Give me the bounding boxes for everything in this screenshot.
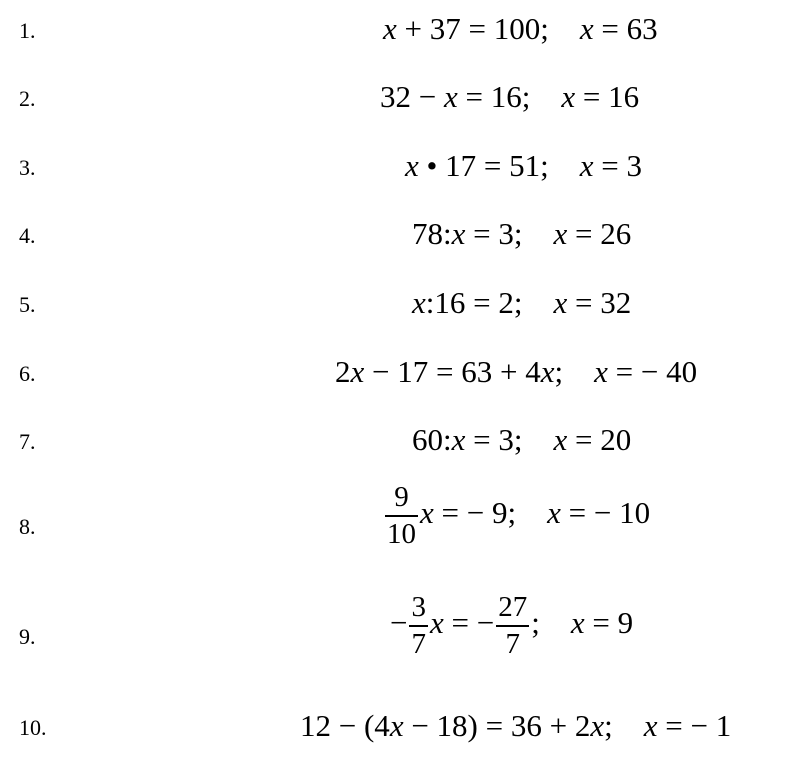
equation-text: 32 − (380, 79, 444, 114)
equation (390, 593, 633, 659)
solution-variable: x (553, 422, 568, 457)
equation-text: 60: (412, 422, 452, 457)
equation-text: :16 = 2; (425, 285, 523, 320)
equation (383, 13, 658, 44)
equation (383, 483, 650, 549)
equation (335, 356, 697, 387)
equation (412, 218, 631, 249)
variable: x (429, 605, 444, 641)
equation-text: 2 (335, 354, 351, 389)
equation-text: ; (531, 605, 540, 641)
fraction-numerator: 27 (496, 593, 529, 627)
variable: x (383, 11, 397, 46)
equation-text: = 3; (465, 216, 523, 251)
equation (300, 710, 731, 741)
variable: x (412, 285, 426, 320)
solution-value: = − 1 (657, 708, 732, 743)
variable: x (451, 216, 466, 251)
problem-number: 10. (19, 715, 47, 740)
solution-variable: x (579, 11, 594, 46)
problem-number: 1. (19, 18, 36, 43)
equation-text: − 18) = 36 + 2 (403, 708, 591, 743)
solution-variable: x (561, 79, 576, 114)
solution-variable: x (643, 708, 658, 743)
solution-value: = 20 (567, 422, 632, 457)
problem-number: 4. (19, 223, 36, 248)
equation-text: = 16; (457, 79, 531, 114)
equation (412, 287, 631, 318)
problem-number: 9. (19, 624, 36, 649)
solution-value: = 63 (593, 11, 658, 46)
solution-variable: x (553, 216, 568, 251)
equation-text: = 3; (465, 422, 523, 457)
solution-value: = 32 (567, 285, 632, 320)
equation-text: ; (554, 354, 564, 389)
solution-value: = 16 (575, 79, 640, 114)
solution-value: = − 40 (607, 354, 698, 389)
solution-variable: x (594, 354, 608, 389)
variable: x (451, 422, 466, 457)
equation-text: 12 − (4 (300, 708, 390, 743)
solution-value: = 9 (584, 605, 634, 641)
problem-number: 2. (19, 86, 36, 111)
fraction (409, 593, 428, 659)
equation (405, 150, 642, 181)
equation-text: = − 9; (433, 495, 517, 531)
solution-value: = 3 (593, 148, 642, 183)
solution-variable: x (547, 495, 561, 531)
fraction-numerator: 3 (409, 593, 428, 627)
equation-text: • 17 = 51; (418, 148, 549, 183)
equation-text: − 17 = 63 + 4 (364, 354, 541, 389)
variable: x (443, 79, 458, 114)
solution-variable: x (570, 605, 585, 641)
equation (380, 81, 639, 112)
variable: x (350, 354, 365, 389)
problem-number: 6. (19, 361, 36, 386)
variable: x (590, 708, 605, 743)
solution-value: = 26 (567, 216, 632, 251)
equation-text: + 37 = 100; (396, 11, 549, 46)
variable: x (405, 148, 419, 183)
fraction-numerator: 9 (385, 483, 418, 517)
problem-number: 7. (19, 429, 36, 454)
equation (412, 424, 631, 455)
problem-number: 5. (19, 292, 36, 317)
equation-text: 78: (412, 216, 452, 251)
equation-text: = − (443, 605, 495, 641)
problem-number: 3. (19, 155, 36, 180)
fraction-denominator: 7 (411, 628, 426, 660)
solution-variable: x (579, 148, 594, 183)
fraction (385, 483, 418, 549)
solution-variable: x (553, 285, 568, 320)
fraction-denominator: 7 (505, 628, 520, 660)
sign: − (390, 605, 408, 641)
equation-text: ; (604, 708, 613, 743)
variable: x (540, 354, 555, 389)
problem-number: 8. (19, 514, 36, 539)
fraction (496, 593, 529, 659)
variable: x (389, 708, 404, 743)
solution-value: = − 10 (560, 495, 651, 531)
variable: x (420, 495, 434, 531)
fraction-denominator: 10 (387, 518, 416, 550)
